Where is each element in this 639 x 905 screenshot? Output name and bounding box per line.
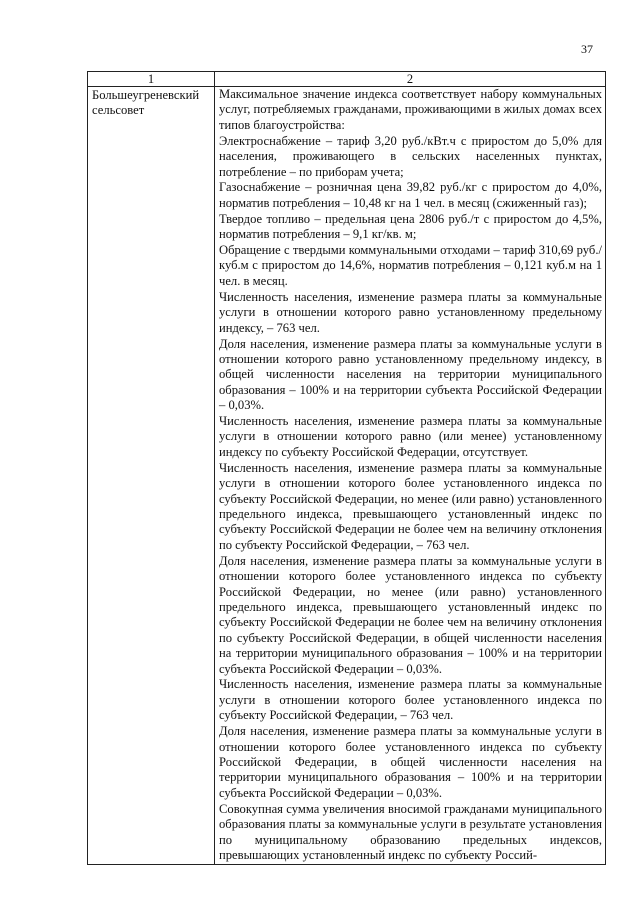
description-cell xyxy=(215,87,606,865)
paragraph: Доля населения, изменение размера платы за коммунальные услуги в отношении которого более установленного индекса по субъекту Российской Федерации, в общей численности населения на территории муниципального образования – 100% и на территории субъекта Российской Федерации – 0,03%. xyxy=(219,724,602,800)
settlement-name: Большеугреневский сельсовет xyxy=(92,88,200,118)
paragraph: Доля населения, изменение размера платы за коммунальные услуги в отношении которого более установленного индекса по субъекту Российской Федерации, но менее (или равно) установленного предельного индекса, превышающего установленный индекс по субъекту Российской Федерации не более чем на величину отклонения по субъекту Российской Федерации, в общей численности населения на территории муниципального образования – 100% и на территории субъекта Российской Федерации – 0,03%. xyxy=(219,553,602,676)
paragraph: Газоснабжение – розничная цена 39,82 руб./кг с приростом до 4,0%, норматив потребления – 10,48 кг на 1 чел. в месяц (сжиженный газ); xyxy=(219,180,602,210)
page-number: 37 xyxy=(581,42,593,56)
paragraph: Численность населения, изменение размера платы за коммунальные услуги в отношении которого более установленного индекса по субъекту Российской Федерации, – 763 чел. xyxy=(219,677,602,723)
paragraph: Совокупная сумма увеличения вносимой гражданами муниципального образования платы за коммунальные услуги в результате установления по муниципальному образованию предельных индексов, превышающих установленный индекс по субъекту Россий- xyxy=(219,801,602,862)
paragraph: Численность населения, изменение размера платы за коммунальные услуги в отношении которого равно (или менее) установленному индексу по субъекту Российской Федерации, отсутствует. xyxy=(219,414,602,459)
settlement-cell xyxy=(88,87,215,865)
document-table xyxy=(87,71,606,865)
header-col-1: 1 xyxy=(88,72,215,87)
paragraph: Численность населения, изменение размера платы за коммунальные услуги в отношении которого более установленного индекса по субъекту Российской Федерации, но менее (или равно) установленного предельного индекса, превышающего установленный индекс по субъекту Российской Федерации не более чем на величину отклонения по субъекту Российской Федерации, – 763 чел. xyxy=(219,460,602,552)
paragraph: Электроснабжение – тариф 3,20 руб./кВт.ч с приростом до 5,0% для населения, проживающего в сельских населенных пунктах, потребление – по приборам учета; xyxy=(219,133,602,179)
paragraph: Максимальное значение индекса соответствует набору коммунальных услуг, потребляемых гражданами, проживающими в жилых домах всех типов благоустройства: xyxy=(219,87,602,132)
paragraph: Доля населения, изменение размера платы за коммунальные услуги в отношении которого равно установленному предельному индексу, в общей численности населения на территории муниципального образования – 100% и на территории субъекта Российской Федерации – 0,03%. xyxy=(219,336,602,413)
table-header-row xyxy=(88,72,606,87)
paragraph: Твердое топливо – предельная цена 2806 руб./т с приростом до 4,5%, норматив потребления – 9,1 кг/кв. м; xyxy=(219,211,602,242)
header-col-2: 2 xyxy=(215,72,606,87)
paragraph: Обращение с твердыми коммунальными отходами – тариф 310,69 руб./куб.м с приростом до 14,6%, норматив потребления – 0,121 куб.м на 1 чел. в месяц. xyxy=(219,243,602,288)
table-row xyxy=(88,87,606,865)
paragraph: Численность населения, изменение размера платы за коммунальные услуги в отношении которого равно установленному предельному индексу, – 763 чел. xyxy=(219,289,602,335)
